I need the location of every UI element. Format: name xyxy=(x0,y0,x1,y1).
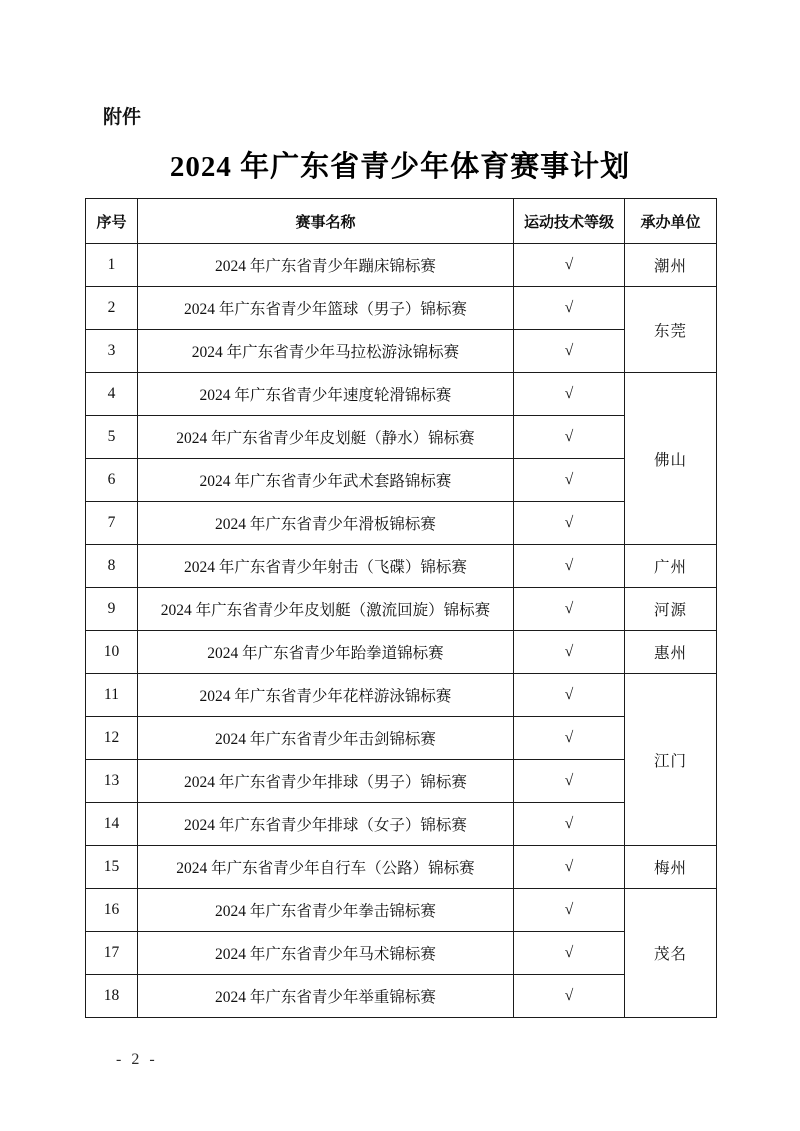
organizer-cell: 江门 xyxy=(625,674,717,846)
event-number-cell: 8 xyxy=(86,545,138,588)
organizer-cell: 茂名 xyxy=(625,889,717,1018)
page-number: - 2 - xyxy=(116,1051,158,1068)
table-row xyxy=(86,416,717,459)
header-event-name: 赛事名称 xyxy=(138,199,514,244)
event-number-cell: 17 xyxy=(86,932,138,975)
event-number-cell: 3 xyxy=(86,330,138,373)
header-technical-grade: 运动技术等级 xyxy=(514,199,625,244)
organizer-cell: 梅州 xyxy=(625,846,717,889)
checkmark-cell: √ xyxy=(514,545,625,588)
event-number-cell: 10 xyxy=(86,631,138,674)
page-title: 2024 年广东省青少年体育赛事计划 xyxy=(169,151,631,183)
table-row xyxy=(86,287,717,330)
table-row xyxy=(86,889,717,932)
table-row xyxy=(86,502,717,545)
checkmark-cell: √ xyxy=(514,416,625,459)
event-number-cell: 7 xyxy=(86,502,138,545)
organizer-cell: 惠州 xyxy=(625,631,717,674)
checkmark-cell: √ xyxy=(514,631,625,674)
table-row xyxy=(86,760,717,803)
checkmark-cell: √ xyxy=(514,373,625,416)
event-name-cell: 2024 年广东省青少年马拉松游泳锦标赛 xyxy=(138,330,514,373)
checkmark-cell: √ xyxy=(514,287,625,330)
checkmark-cell: √ xyxy=(514,889,625,932)
table-row xyxy=(86,674,717,717)
event-number-cell: 11 xyxy=(86,674,138,717)
event-number-cell: 6 xyxy=(86,459,138,502)
event-number-cell: 2 xyxy=(86,287,138,330)
event-name-cell: 2024 年广东省青少年篮球（男子）锦标赛 xyxy=(138,287,514,330)
attachment-label: 附件 xyxy=(103,107,142,128)
checkmark-cell: √ xyxy=(514,803,625,846)
event-number-cell: 18 xyxy=(86,975,138,1018)
checkmark-cell: √ xyxy=(514,244,625,287)
event-number-cell: 15 xyxy=(86,846,138,889)
checkmark-cell: √ xyxy=(514,330,625,373)
event-name-cell: 2024 年广东省青少年跆拳道锦标赛 xyxy=(138,631,514,674)
event-name-cell: 2024 年广东省青少年蹦床锦标赛 xyxy=(138,244,514,287)
organizer-cell: 东莞 xyxy=(625,287,717,373)
checkmark-cell: √ xyxy=(514,717,625,760)
checkmark-cell: √ xyxy=(514,975,625,1018)
event-name-cell: 2024 年广东省青少年排球（男子）锦标赛 xyxy=(138,760,514,803)
event-name-cell: 2024 年广东省青少年举重锦标赛 xyxy=(138,975,514,1018)
table-row xyxy=(86,545,717,588)
event-name-cell: 2024 年广东省青少年速度轮滑锦标赛 xyxy=(138,373,514,416)
checkmark-cell: √ xyxy=(514,502,625,545)
checkmark-cell: √ xyxy=(514,932,625,975)
event-name-cell: 2024 年广东省青少年花样游泳锦标赛 xyxy=(138,674,514,717)
events-table xyxy=(85,198,717,1018)
event-number-cell: 14 xyxy=(86,803,138,846)
checkmark-cell: √ xyxy=(514,459,625,502)
header-organizer: 承办单位 xyxy=(625,199,717,244)
event-number-cell: 5 xyxy=(86,416,138,459)
table-row xyxy=(86,803,717,846)
event-name-cell: 2024 年广东省青少年拳击锦标赛 xyxy=(138,889,514,932)
events-table-body xyxy=(86,244,717,1018)
table-row xyxy=(86,846,717,889)
table-row xyxy=(86,631,717,674)
table-header-row xyxy=(86,199,717,244)
event-name-cell: 2024 年广东省青少年马术锦标赛 xyxy=(138,932,514,975)
table-row xyxy=(86,373,717,416)
checkmark-cell: √ xyxy=(514,760,625,803)
event-name-cell: 2024 年广东省青少年射击（飞碟）锦标赛 xyxy=(138,545,514,588)
table-row xyxy=(86,588,717,631)
event-name-cell: 2024 年广东省青少年排球（女子）锦标赛 xyxy=(138,803,514,846)
event-number-cell: 4 xyxy=(86,373,138,416)
event-number-cell: 9 xyxy=(86,588,138,631)
table-row xyxy=(86,932,717,975)
event-name-cell: 2024 年广东省青少年皮划艇（静水）锦标赛 xyxy=(138,416,514,459)
event-number-cell: 16 xyxy=(86,889,138,932)
event-name-cell: 2024 年广东省青少年武术套路锦标赛 xyxy=(138,459,514,502)
table-row xyxy=(86,459,717,502)
event-name-cell: 2024 年广东省青少年滑板锦标赛 xyxy=(138,502,514,545)
event-number-cell: 13 xyxy=(86,760,138,803)
event-number-cell: 12 xyxy=(86,717,138,760)
checkmark-cell: √ xyxy=(514,674,625,717)
checkmark-cell: √ xyxy=(514,588,625,631)
table-row xyxy=(86,330,717,373)
organizer-cell: 潮州 xyxy=(625,244,717,287)
table-row xyxy=(86,717,717,760)
event-name-cell: 2024 年广东省青少年击剑锦标赛 xyxy=(138,717,514,760)
table-row xyxy=(86,244,717,287)
organizer-cell: 佛山 xyxy=(625,373,717,545)
organizer-cell: 广州 xyxy=(625,545,717,588)
header-no: 序号 xyxy=(86,199,138,244)
event-name-cell: 2024 年广东省青少年自行车（公路）锦标赛 xyxy=(138,846,514,889)
table-row xyxy=(86,975,717,1018)
event-name-cell: 2024 年广东省青少年皮划艇（激流回旋）锦标赛 xyxy=(138,588,514,631)
event-number-cell: 1 xyxy=(86,244,138,287)
checkmark-cell: √ xyxy=(514,846,625,889)
organizer-cell: 河源 xyxy=(625,588,717,631)
